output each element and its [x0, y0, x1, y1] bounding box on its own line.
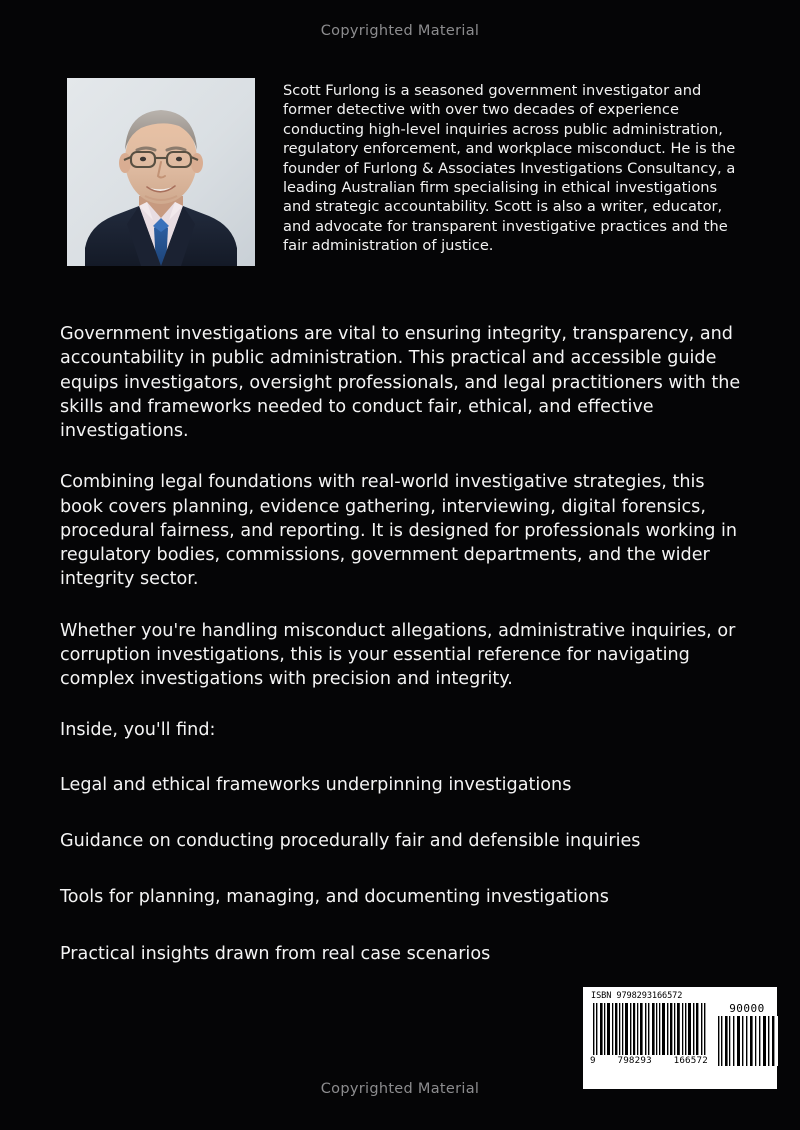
- author-bio-text: Scott Furlong is a seasoned government investigator and former detective with over two decades of experience conducting high-level inquiries across public administration, regulatory enforcement, and workplace misconduct. He is the founder of Furlong & Associates Investigations Consultancy, a leading Australian firm specialising in ethical investigations and strategic accountability. Scott is also a writer, educator, and advocate for transparent investigative practices and the fair administration of justice.: [283, 82, 736, 255]
- ean5-bars-icon: [716, 1016, 778, 1066]
- ean-right-group: 166572: [673, 1054, 708, 1066]
- feature-list-item: Legal and ethical frameworks underpinning investigations: [60, 774, 572, 795]
- author-photo: [67, 78, 255, 266]
- author-portrait-image: [67, 78, 255, 266]
- addon-price-digits: 90000: [729, 1001, 765, 1015]
- copyrighted-material-top: Copyrighted Material: [320, 23, 480, 39]
- feature-list-item: Practical insights drawn from real case scenarios: [60, 943, 491, 964]
- isbn-barcode-block: [583, 987, 777, 1089]
- ean13-barcode: [590, 1003, 708, 1065]
- blurb-section: [60, 322, 750, 998]
- isbn-label: ISBN 9798293166572: [591, 991, 683, 1001]
- inside-youll-find-heading: Inside, you'll find:: [60, 720, 216, 741]
- feature-list: [60, 773, 750, 966]
- feature-list-item: Guidance on conducting procedurally fair and defensible inquiries: [60, 830, 641, 851]
- copyrighted-material-bottom: Copyrighted Material: [320, 1081, 480, 1097]
- blurb-paragraph-1: Government investigations are vital to ensuring integrity, transparency, and accountability in public administration. This practical and accessible guide equips investigators, oversight professionals, and legal practitioners with the skills and frameworks needed to conduct fair, ethical, and effective investigations.: [60, 324, 741, 442]
- barcode-row: [590, 1003, 771, 1066]
- ean-lead-digit: 9: [590, 1054, 596, 1066]
- blurb-paragraph-3: Whether you're handling misconduct allegations, administrative inquiries, or corruption investigations, this is your essential reference for navigating complex investigations with precision and integrity.: [60, 620, 736, 690]
- ean13-digits: [590, 1055, 708, 1066]
- blurb-paragraph-2: Combining legal foundations with real-world investigative strategies, this book covers planning, evidence gathering, interviewing, digital forensics, procedural fairness, and reporting. It is designed for professionals working in regulatory bodies, commissions, government departments, and the wider integrity sector.: [60, 472, 738, 590]
- author-block: [67, 78, 747, 266]
- ean5-addon-barcode: [716, 1003, 778, 1066]
- ean-left-group: 798293: [617, 1054, 652, 1066]
- feature-list-item: Tools for planning, managing, and documenting investigations: [60, 887, 609, 908]
